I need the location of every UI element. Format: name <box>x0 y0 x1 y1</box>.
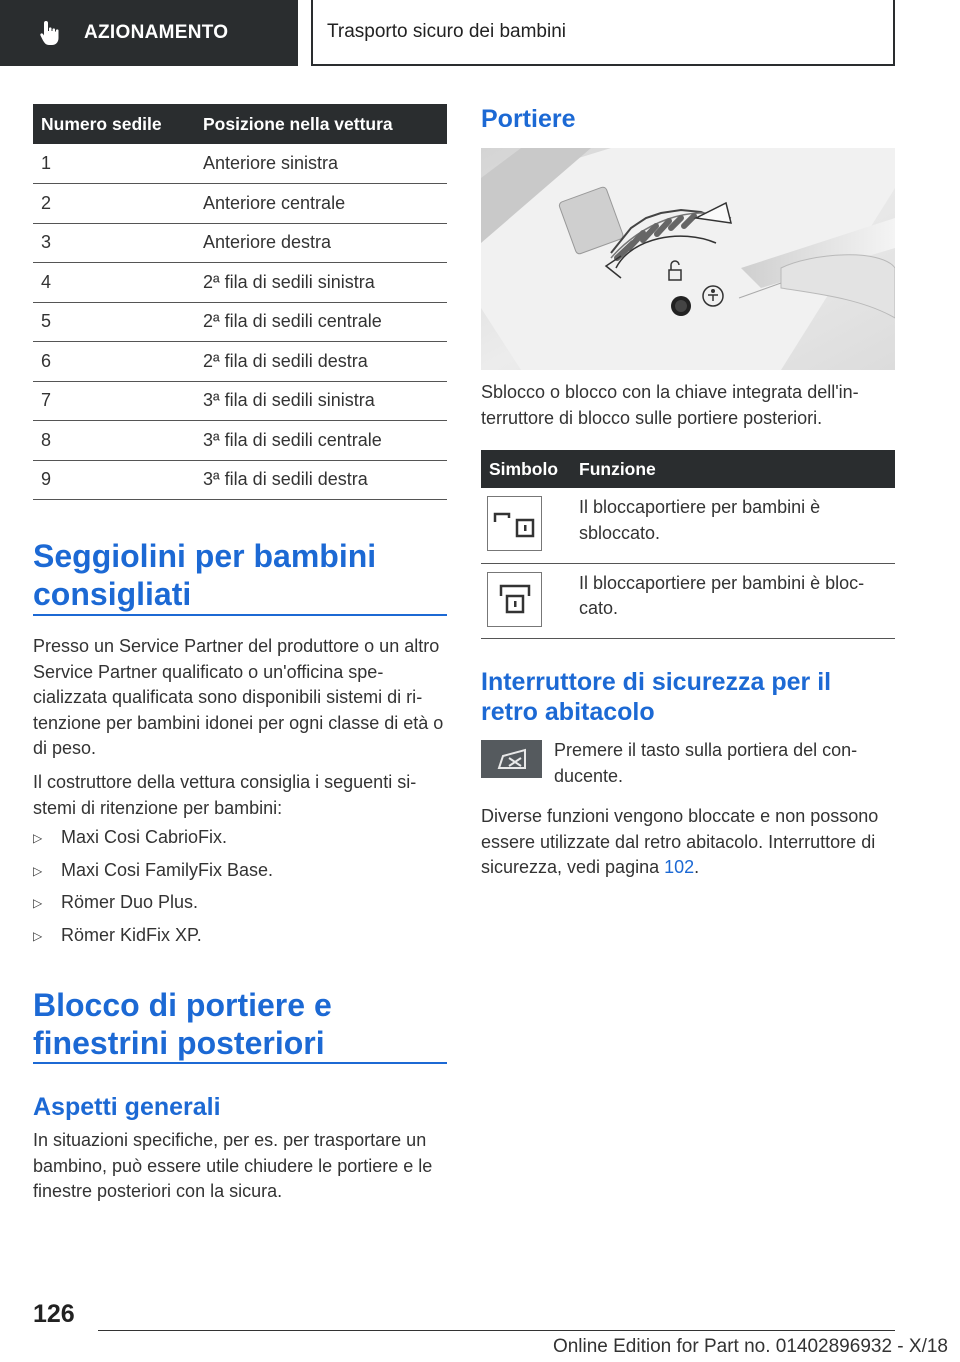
seat-position: Anteriore sinistra <box>195 144 447 184</box>
table-row <box>33 184 447 224</box>
symbol-cell <box>481 563 571 638</box>
seat-position: 2ª fila di sedili sinistra <box>195 263 447 303</box>
safety-switch-instruction: Premere il tasto sulla portiera del conducente. <box>554 740 858 786</box>
list-item <box>33 892 447 925</box>
table-row <box>33 144 447 184</box>
table-header: Funzione <box>571 450 895 488</box>
table-header: Simbolo <box>481 450 571 488</box>
function-text: Il bloccaportiere per bambini è sbloccato. <box>571 488 895 563</box>
general-aspects-heading: Aspetti generali <box>33 1093 221 1121</box>
section-label: AZIONAMENTO <box>84 22 229 43</box>
seat-position: 2ª fila di sedili destra <box>195 342 447 382</box>
topic-title: Trasporto sicuro dei bambini <box>311 0 895 66</box>
table-row <box>481 563 895 638</box>
seat-number: 8 <box>33 421 195 461</box>
seat-position-table <box>33 104 447 500</box>
unlocked-padlock-icon <box>487 496 542 551</box>
lock-heading <box>33 986 332 1062</box>
edition-note: Online Edition for Part no. 01402896932 - X/18 <box>552 1336 948 1357</box>
seat-position: 3ª fila di sedili destra <box>195 460 447 500</box>
seat-number: 3 <box>33 223 195 263</box>
table-row <box>33 421 447 461</box>
seat-position: Anteriore centrale <box>195 184 447 224</box>
list-item-label: Römer Duo Plus. <box>61 892 199 912</box>
seat-number: 9 <box>33 460 195 500</box>
function-text: Il bloccaportiere per bambini è bloccato. <box>571 563 895 638</box>
table-row <box>481 488 895 563</box>
doors-caption: Sblocco o blocco con la chiave integrata dell'interruttore di blocco sulle portiere posteriori. <box>481 382 859 428</box>
door-lock-photo <box>481 148 895 370</box>
symbol-cell <box>481 488 571 563</box>
bullet-triangle-icon: ▷ <box>33 896 43 910</box>
table-row <box>33 302 447 342</box>
heading-rule <box>33 1062 447 1064</box>
seat-position: 3ª fila di sedili sinistra <box>195 381 447 421</box>
seat-number: 1 <box>33 144 195 184</box>
table-header: Posizione nella vettura <box>195 104 447 144</box>
hand-icon <box>38 19 64 47</box>
list-item <box>33 827 447 860</box>
safety-switch-sentence: Diverse funzioni vengono bloccate e non possono essere utilizzate dal retro abitacolo. Interruttore di sicurezza, vedi pagina <box>481 806 879 877</box>
page-reference-link[interactable]: 102 <box>664 857 695 877</box>
safety-switch-heading <box>481 667 831 727</box>
seat-position: 3ª fila di sedili centrale <box>195 421 447 461</box>
sentence-end: . <box>694 857 700 877</box>
child-seats-lead: Il costruttore della vettura consiglia i seguenti sistemi di ritenzione per bambini: <box>33 772 417 818</box>
seat-number: 2 <box>33 184 195 224</box>
seat-number: 6 <box>33 342 195 382</box>
table-header: Numero sedile <box>33 104 195 144</box>
general-aspects-text: In situazioni specifiche, per es. per trasportare un bambino, può essere utile chiudere le portiere e le finestre posteriori con la sicura. <box>33 1130 433 1201</box>
heading-line: Seggiolini per bambini <box>33 538 377 574</box>
recommended-seats-list <box>33 827 447 957</box>
seat-number: 7 <box>33 381 195 421</box>
table-row <box>33 381 447 421</box>
table-row <box>33 263 447 303</box>
seat-position: Anteriore destra <box>195 223 447 263</box>
child-seats-intro: Presso un Service Partner del produttore o un altro Service Partner qualificato o un'officina specializzata qualificata sono disponibili sistemi di ritenzione per bambini idonei per ogni classe di età o di peso. <box>33 636 444 758</box>
heading-line: Blocco di portiere e <box>33 987 332 1023</box>
safety-switch-text <box>481 804 897 881</box>
table-row <box>33 460 447 500</box>
list-item-label: Römer KidFix XP. <box>61 924 202 945</box>
list-item-label: Maxi Cosi CabrioFix. <box>61 827 228 847</box>
table-row <box>33 342 447 382</box>
section-tab <box>0 0 298 66</box>
child-safety-switch-icon <box>481 740 542 778</box>
heading-line: finestrini posteriori <box>33 1025 325 1061</box>
page-number: 126 <box>33 1300 75 1328</box>
child-seats-heading <box>33 537 376 613</box>
list-item <box>33 925 447 958</box>
seat-number: 5 <box>33 302 195 342</box>
seat-number: 4 <box>33 263 195 303</box>
doors-heading: Portiere <box>481 105 576 133</box>
seat-position: 2ª fila di sedili centrale <box>195 302 447 342</box>
list-item-label: Maxi Cosi FamilyFix Base. <box>61 859 274 880</box>
bullet-triangle-icon: ▷ <box>33 831 43 845</box>
heading-line: retro abitacolo <box>481 698 655 726</box>
footer-rule <box>98 1330 895 1331</box>
locked-padlock-icon <box>487 572 542 627</box>
bullet-triangle-icon: ▷ <box>33 928 43 943</box>
table-row <box>33 223 447 263</box>
bullet-triangle-icon: ▷ <box>33 863 43 878</box>
heading-rule <box>33 614 447 616</box>
list-item <box>33 860 447 893</box>
heading-line: consigliati <box>33 576 192 612</box>
symbol-table <box>481 450 895 639</box>
heading-line: Interruttore di sicurezza per il <box>481 668 832 696</box>
